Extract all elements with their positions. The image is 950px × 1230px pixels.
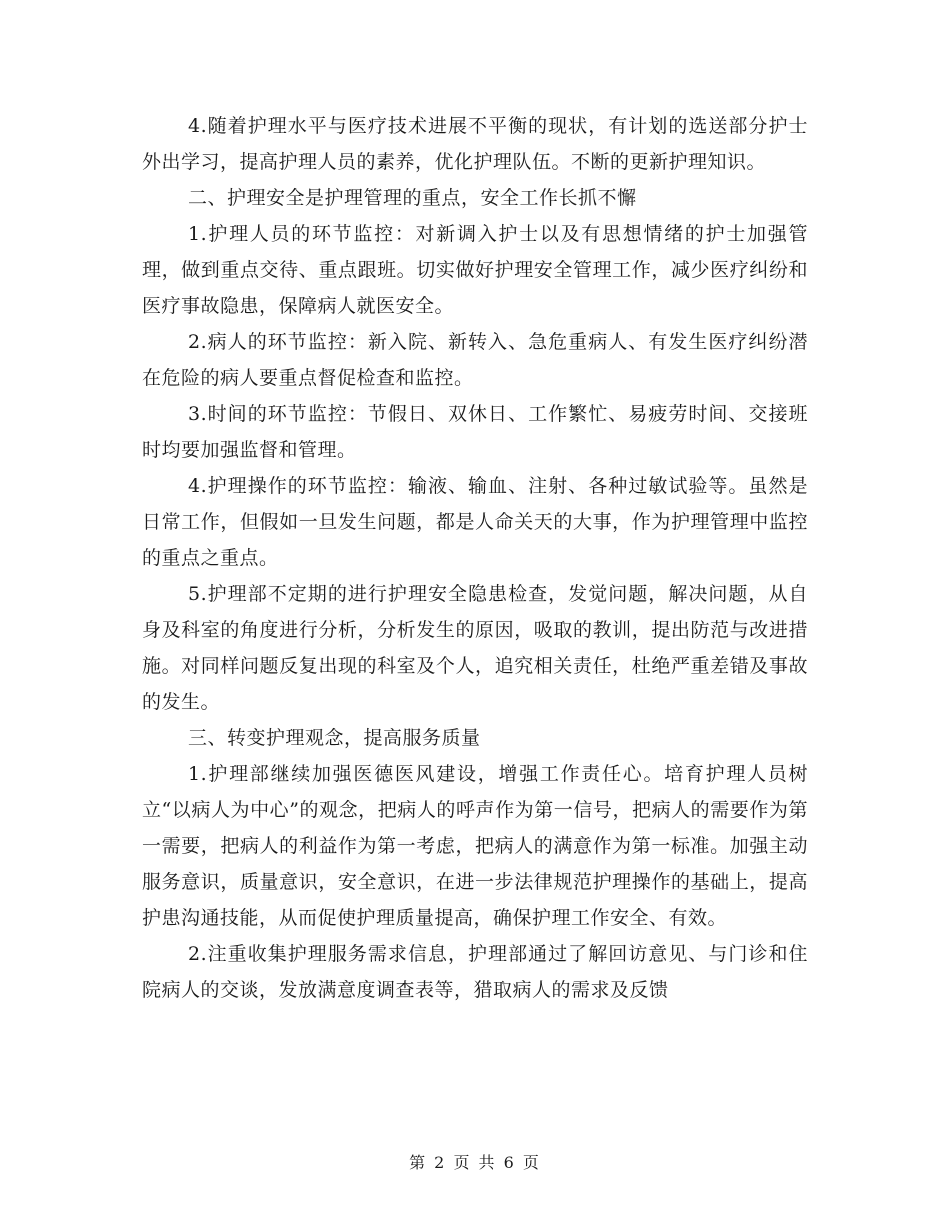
page-number-footer: 第 2 页 共 6 页 [409, 1153, 541, 1172]
paragraph: 2.注重收集护理服务需求信息，护理部通过了解回访意见、与门诊和住院病人的交谈，发放满意度调查表等，猎取病人的需求及反馈 [142, 943, 808, 1001]
paragraph: 2.病人的环节监控：新入院、新转入、急危重病人、有发生医疗纠纷潜在危险的病人要重点督促检查和监控。 [142, 331, 808, 389]
paragraph: 4.护理操作的环节监控：输液、输血、注射、各种过敏试验等。虽然是日常工作，但假如一旦发生问题，都是人命关天的大事，作为护理管理中监控的重点之重点。 [142, 475, 808, 569]
section-heading: 三、转变护理观念，提高服务质量 [188, 727, 481, 749]
paragraph: 1.护理部继续加强医德医风建设，增强工作责任心。培育护理人员树立“以病人为中心”的观念，把病人的呼声作为第一信号，把病人的需要作为第一需要，把病人的利益作为第一考虑，把病人的满意作为第一标准。加强主动服务意识，质量意识，安全意识，在进一步法律规范护理操作的基础上，提高护患沟通技能，从而促使护理质量提高，确保护理工作安全、有效。 [142, 763, 808, 929]
section-heading: 二、护理安全是护理管理的重点，安全工作长抓不懈 [188, 187, 637, 209]
paragraph: 4.随着护理水平与医疗技术进展不平衡的现状，有计划的选送部分护士外出学习，提高护理人员的素养，优化护理队伍。不断的更新护理知识。 [142, 115, 808, 173]
document-body [142, 108, 808, 1008]
paragraph: 5.护理部不定期的进行护理安全隐患检查，发觉问题，解决问题，从自身及科室的角度进行分析，分析发生的原因，吸取的教训，提出防范与改进措施。对同样问题反复出现的科室及个人，追究相关责任，杜绝严重差错及事故的发生。 [142, 583, 808, 713]
paragraph: 3.时间的环节监控：节假日、双休日、工作繁忙、易疲劳时间、交接班时均要加强监督和管理。 [142, 403, 808, 461]
paragraph: 1.护理人员的环节监控：对新调入护士以及有思想情绪的护士加强管理，做到重点交待、重点跟班。切实做好护理安全管理工作，减少医疗纠纷和医疗事故隐患，保障病人就医安全。 [142, 223, 808, 317]
